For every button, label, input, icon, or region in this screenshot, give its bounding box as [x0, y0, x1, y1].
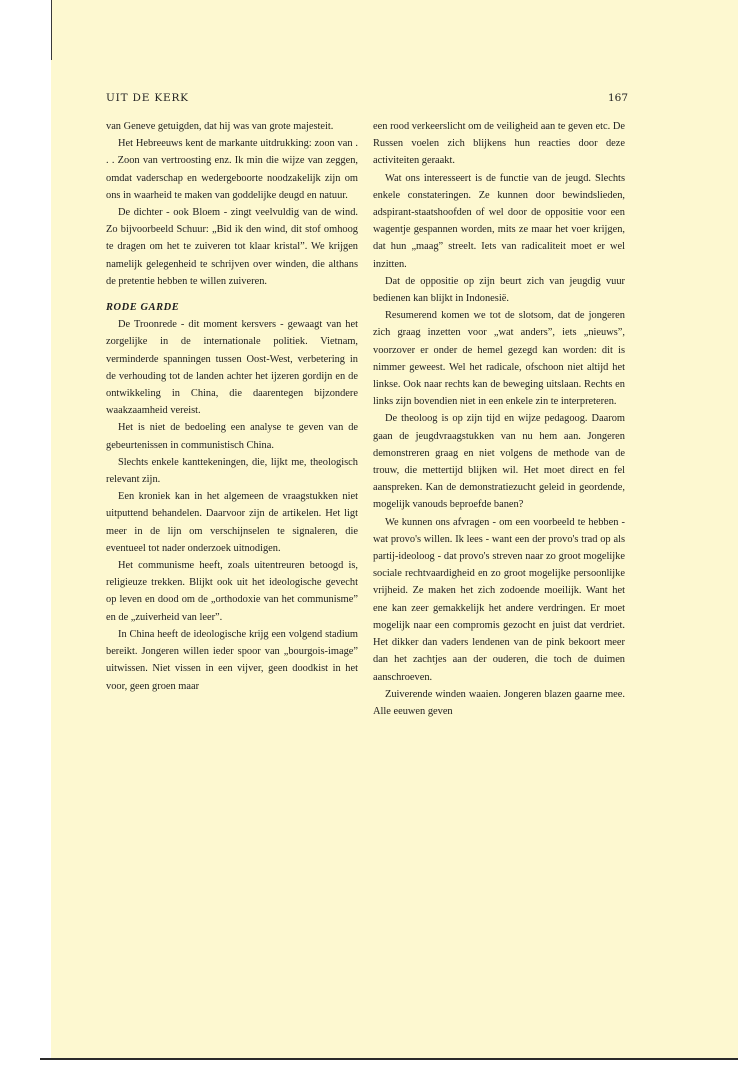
- right-column: [373, 118, 625, 720]
- paragraph: De theoloog is op zijn tijd en wijze pedagoog. Daarom gaan de jeugdvraagstukken van nu hem aan. Jongeren demonstreren graag en niet volgens de methode van de trouw, die mettertijd blijken wil. Het moet direct en fel aanspreken. Kan de demonstratiezucht geleid in geordende, mogelijk vanouds beproefde banen?: [373, 413, 625, 511]
- paragraph: Het is niet de bedoeling een analyse te geven van de gebeurtenissen in communistisch China.: [106, 422, 358, 451]
- paragraph: De dichter - ook Bloem - zingt veelvuldig van de wind. Zo bijvoorbeeld Schuur: „Bid ik den wind, dit stof omhoog te dragen om het te zuiveren tot klaar kristal”. We krijgen namelijk gelegenheid te schrijven over winden, die althans de pretentie hebben te willen zuiveren.: [106, 207, 358, 287]
- paragraph: Zuiverende winden waaien. Jongeren blazen gaarne mee. Alle eeuwen geven: [373, 688, 625, 717]
- running-title: UIT DE KERK: [106, 92, 189, 104]
- page-number: 167: [607, 92, 628, 104]
- paragraph: van Geneve getuigden, dat hij was van grote majesteit.: [106, 121, 334, 132]
- paragraph: Slechts enkele kanttekeningen, die, lijkt me, theologisch relevant zijn.: [106, 456, 358, 486]
- paragraph: Het Hebreeuws kent de markante uitdrukking: zoon van . . . Zoon van vertroosting enz. Ik min die wijze van zeggen, omdat vaderschap en wedergeboorte noodzakelijk zijn om ons in waarheid te maken van goddelijke deugd en natuur.: [106, 138, 358, 201]
- left-column: [106, 118, 358, 695]
- paragraph: een rood verkeerslicht om de veiligheid aan te geven etc. De Russen voelen zich blijkens hun reacties door deze activiteiten geraakt.: [373, 121, 625, 167]
- paragraph: In China heeft de ideologische krijg een volgend stadium bereikt. Jongeren willen ieder spoor van „bourgois-image” uitwissen. Niet vissen in een vijver, geen doodkist in het voor, geen groen maar: [106, 628, 358, 692]
- section-heading: RODE GARDE: [106, 302, 180, 314]
- paragraph: De Troonrede - dit moment kersvers - gewaagt van het zorgelijke in de internationale politiek. Vietnam, verminderde spanningen tussen Oost-West, verbetering in de verhouding tot de landen achter het ijzeren gordijn en de ontwikkeling in China, die daarentegen bijzondere waakzaamheid vereist.: [106, 319, 358, 417]
- bottom-edge-line: [40, 1058, 738, 1060]
- paragraph: We kunnen ons afvragen - om een voorbeeld te hebben - wat provo's willen. Ik lees - want een der provo's trad op als partij-ideoloog - dat provo's streven naar zo groot mogelijke sociale rechtvaardigheid en zo groot mogelijke persoonlijke vrijheid. Ze maken het zich zodoende moeilijk. Want het ene kan zeer gemakkelijk het andere verdringen. Er moet mogelijk naar een compromis gezocht en juist dat verdriet. Het dikker dan vaders lendenen van de pink bekoort meer dan het zachtjes aan der ouderen, die toch de duimen aanschroeven.: [373, 516, 625, 683]
- paragraph: Een kroniek kan in het algemeen de vraagstukken niet uitputtend behandelen. Daarvoor zijn de artikelen. Het ligt meer in de lijn om verschijnselen te signaleren, die eventueel tot nader onderzoek uitnodigen.: [106, 491, 358, 554]
- paragraph: Wat ons interesseert is de functie van de jeugd. Slechts enkele constateringen. Ze kunnen door bewindslieden, adspirant-staatshoofden of wel door de oppositie voor een wagentje gespannen worden, mits ze maar het voer krijgen, dat hun „maag” streelt. Iets van radicaliteit moet er wel inzitten.: [373, 172, 625, 270]
- paragraph: Resumerend komen we tot de slotsom, dat de jongeren zich graag inzetten voor „wat anders”, iets „nieuws”, voorzover er onder de hemel gezegd kan worden: dit is nimmer geweest. Wel het radicale, ofschoon niet altijd het linkse. Ook naar rechts kan de beweging uitslaan. Rechts en links zijn bovendien niet in een enkele zin te interpreteren.: [373, 310, 625, 408]
- paragraph: Dat de oppositie op zijn beurt zich van jeugdig vuur bedienen kan blijkt in Indonesië.: [373, 275, 625, 305]
- paragraph: Het communisme heeft, zoals uitentreuren betoogd is, religieuze trekken. Blijkt ook uit het ideologische gevecht op leven en dood om de „orthodoxie van het communisme” en de „zuiverheid van leer”.: [106, 560, 358, 623]
- page-edge-line: [51, 0, 52, 60]
